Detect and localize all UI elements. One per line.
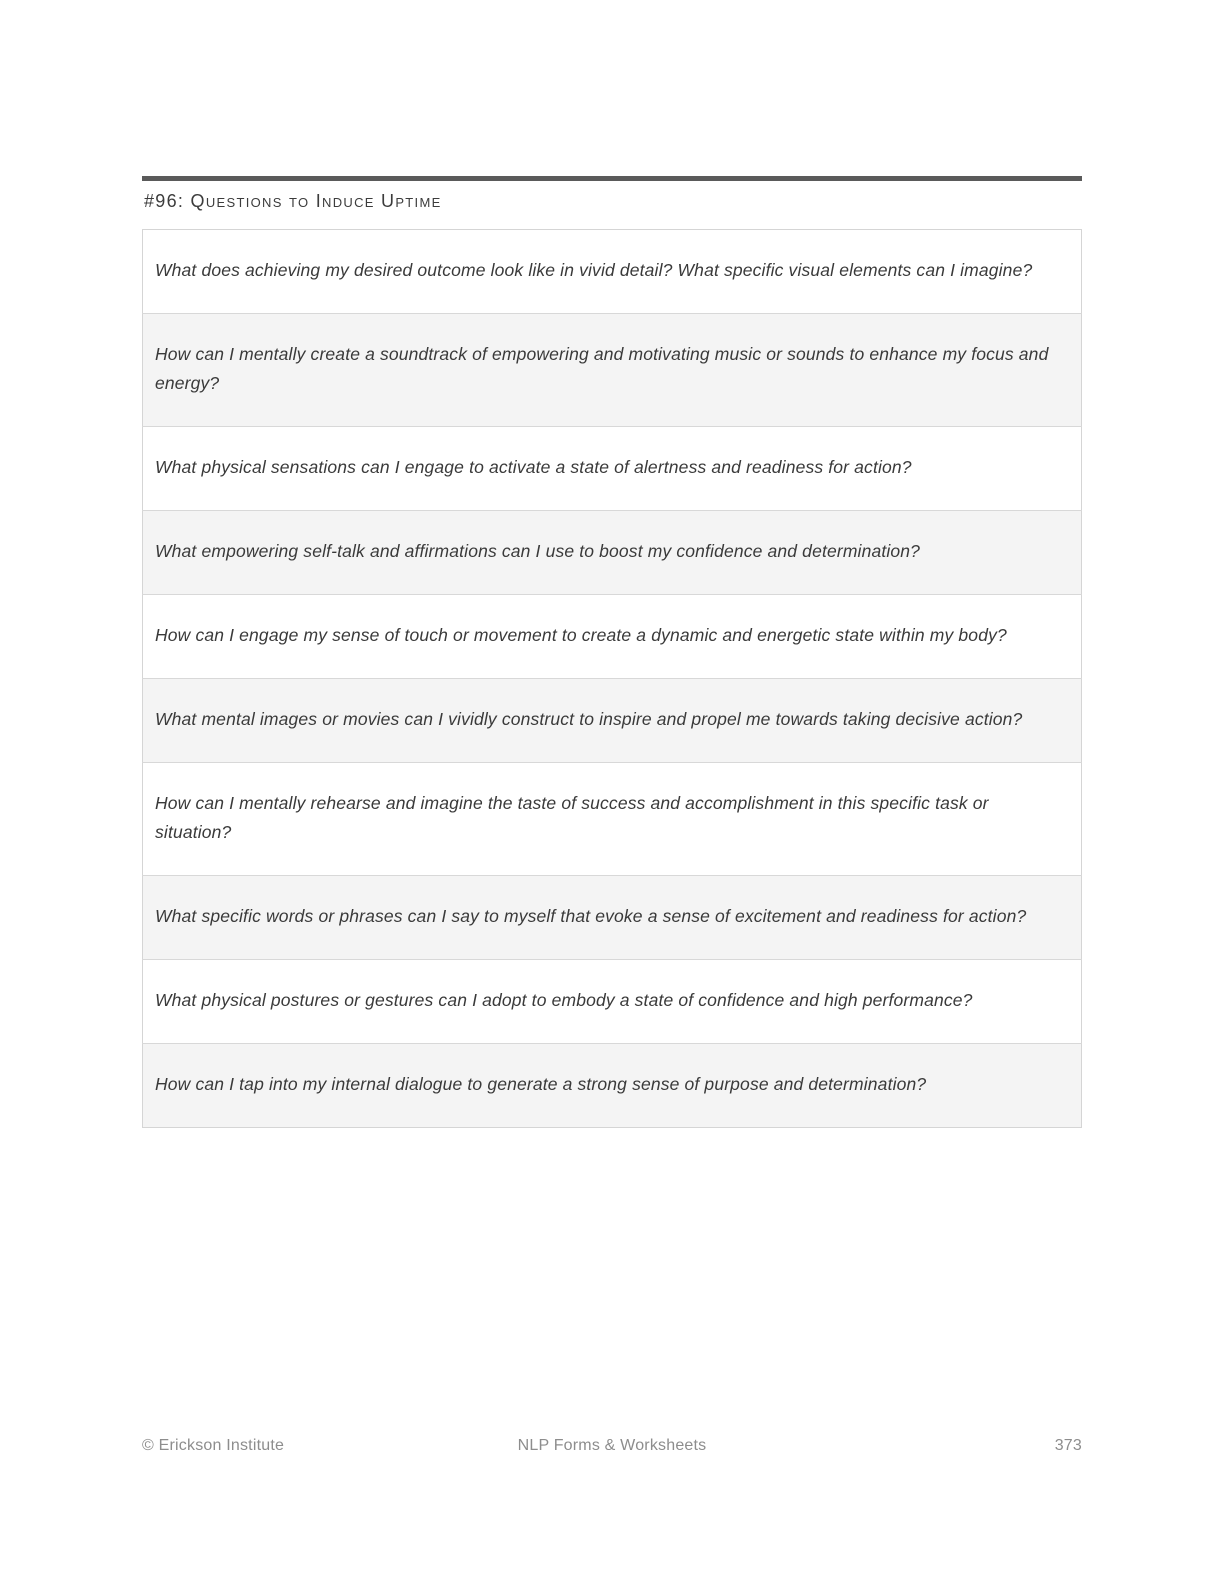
table-row [143,510,1082,594]
question-cell [143,1043,1082,1127]
table-row [143,959,1082,1043]
question-text: What specific words or phrases can I say to myself that evoke a sense of excitement and readiness for action? [155,905,1027,926]
question-text: How can I mentally create a soundtrack of empowering and motivating music or sounds to enhance my focus and energy? [155,343,1049,393]
question-cell [143,594,1082,678]
question-text: What does achieving my desired outcome look like in vivid detail? What specific visual elements can I imagine? [155,259,1033,280]
table-row [143,875,1082,959]
question-cell [143,313,1082,426]
question-text: What physical postures or gestures can I adopt to embody a state of confidence and high performance? [155,989,973,1010]
question-text: How can I tap into my internal dialogue to generate a strong sense of purpose and determination? [155,1073,927,1094]
questions-table-body [143,229,1082,1127]
question-cell [143,762,1082,875]
table-row [143,229,1082,313]
question-cell [143,426,1082,510]
question-text: What physical sensations can I engage to activate a state of alertness and readiness for action? [155,456,912,477]
question-cell [143,959,1082,1043]
question-text: How can I mentally rehearse and imagine the taste of success and accomplishment in this specific task or situation? [155,792,989,842]
question-text: What empowering self-talk and affirmations can I use to boost my confidence and determination? [155,540,921,561]
page-title: #96: Questions to Induce Uptime [144,191,442,211]
table-row [143,594,1082,678]
question-cell [143,875,1082,959]
table-row [143,678,1082,762]
table-row [143,313,1082,426]
table-row [143,1043,1082,1127]
footer-copyright: © Erickson Institute [142,1437,285,1454]
question-cell [143,678,1082,762]
table-row [143,762,1082,875]
questions-table [142,229,1082,1128]
footer-document-name: NLP Forms & Worksheets [517,1437,707,1454]
question-cell [143,229,1082,313]
question-text: What mental images or movies can I vividly construct to inspire and propel me towards taking decisive action? [155,708,1023,729]
table-row [143,426,1082,510]
worksheet-content [142,176,1082,1128]
question-text: How can I engage my sense of touch or movement to create a dynamic and energetic state within my body? [155,624,1007,645]
page-footer [142,1437,1082,1461]
question-cell [143,510,1082,594]
footer-page-number: 373 [1054,1437,1082,1454]
